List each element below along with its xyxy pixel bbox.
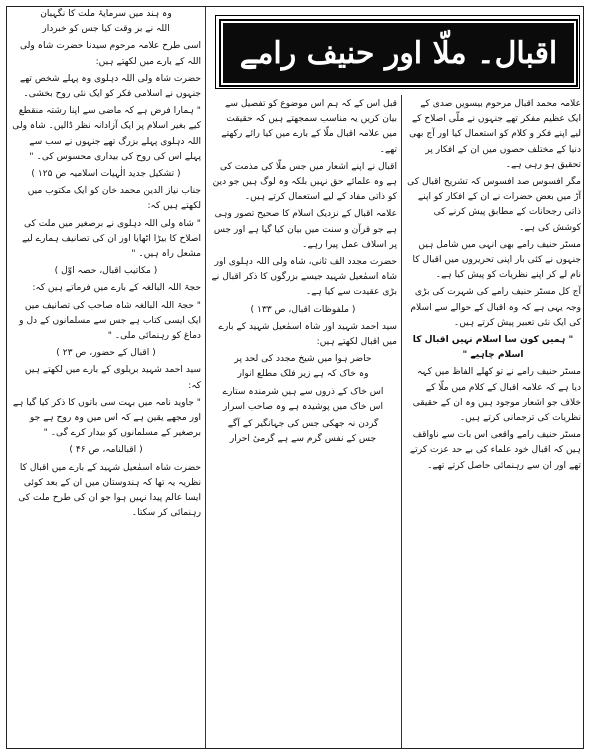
citation: ( اقبالنامہ، ص ۴۶ ) [69, 445, 143, 456]
paragraph: حضرت مجدد الف ثانی، شاہ ولی اللہ دہلوی اور شاہ اسمٰعیل شہید جیسے بزرگوں کا ذکر اقبال نے بڑی عقیدت سے کیا ہے۔ [211, 257, 397, 298]
quote: " ہمارا فرض ہے کہ ماضی سے اپنا رشتہ منقطع کیے بغیر اسلام پر ایک آزادانہ نظر ڈالیں۔ شاہ ولی اللہ دہلوی پہلے بزرگ تھے جنہوں نے سب سے پہلے اس کی روح کی بیداری محسوس کی۔ " [12, 106, 201, 162]
paragraph: اسی طرح علامہ مرحوم سیدنا حضرت شاہ ولی اللہ کے بارے میں لکھتے ہیں: [20, 41, 201, 67]
paragraph: جناب نیاز الدین محمد خان کو ایک مکتوب میں لکھتے ہیں کہ: [27, 186, 201, 212]
verse-line: گردن نہ جھکی جس کی جہانگیر کے آگے [227, 419, 379, 430]
citation: ( تشکیل جدید الٰہیات اسلامیہ ص ۱۲۵ ) [31, 169, 181, 180]
paragraph: حضرت شاہ ولی اللہ دہلوی وہ پہلے شخص تھے جنہوں نے اسلامی فکر کو ایک نئی روح بخشی۔ [19, 73, 201, 100]
citation: ( مکاتیب اقبال، حصہ اوّل ) [54, 266, 158, 277]
left-column [7, 7, 205, 748]
verse-line: اللہ نے بر وقت کیا جس کو خبردار [42, 24, 170, 35]
paragraph: سید احمد شہید اور شاہ اسمٰعیل شہید کے بارے میں اقبال لکھتے ہیں: [218, 321, 397, 348]
quote: " حجۃ اللہ البالغہ شاہ صاحب کی تصانیف میں ایک ایسی کتاب ہے جس سے مسلمانوں کے دل و دماغ کو رہنمائی ملی۔ " [19, 300, 201, 342]
paragraph: علامہ اقبال کے نزدیک اسلام کا صحیح تصور وہی ہے جو قرآن و سنت میں بیان کیا گیا ہے اور جس پر اسلاف عمل پیرا رہے۔ [213, 209, 397, 250]
column-divider [205, 7, 206, 748]
middle-column [205, 97, 401, 748]
verse-line: وہ ہند میں سرمایۂ ملت کا نگہبان [40, 9, 172, 19]
verse-line: حاضر ہوا میں شیخ مجدد کی لحد پر [234, 354, 372, 365]
verse-line: اس خاک کے ذروں سے ہیں شرمندہ ستارے [222, 386, 384, 397]
verse-line: جس کے نفس گرم سے ہے گرمیٔ احرار [229, 434, 377, 445]
paragraph: آج کل مسٹر حنیف رامے کی شہرت کی بڑی وجہ یہی ہے کہ وہ اقبال کے حوالے سے اسلام کی ایک نئی تعبیر پیش کرتے ہیں۔ [410, 287, 581, 328]
paragraph: مگر افسوس صد افسوس کہ تشریح اقبال کی آڑ میں بعض حضرات نے ان کے افکار کو اپنے ذاتی رجحانات کے مطابق پیش کرنے کی کوشش کی ہے۔ [407, 177, 581, 233]
newspaper-page [6, 6, 584, 749]
verse-line: اس خاک میں پوشیدہ ہے وہ صاحب اسرار [222, 401, 384, 412]
paragraph: مسٹر حنیف رامے واقعی اس بات سے ناواقف ہیں کہ اقبال خود علماء کی بے حد عزت کرتے تھے اور ان سے رہنمائی حاصل کرتے تھے۔ [409, 430, 581, 471]
paragraph: مسٹر حنیف رامے بھی انہی میں شامل ہیں جنہوں نے کئی بار اپنی تحریروں میں اقبال کا نام لے کر اپنے نظریات کو پیش کیا ہے۔ [412, 239, 581, 281]
verse-line: وہ خاک کہ ہے زیر فلک مطلع انوار [237, 369, 369, 380]
paragraph: حجۃ اللہ البالغہ کے بارے میں فرماتے ہیں کہ: [32, 283, 201, 294]
paragraph: اقبال نے اپنے اشعار میں جس ملّا کی مذمت کی ہے وہ علمائے حق نہیں بلکہ وہ لوگ ہیں جو دین کو ذاتی مفاد کے لیے استعمال کرتے ہیں۔ [212, 161, 397, 203]
paragraph: حضرت شاہ اسمٰعیل شہید کے بارے میں اقبال کا نظریہ یہ تھا کہ ہندوستان میں ان کے بعد کوئی ایسا عالم پیدا نہیں ہوا جو ان کی طرح ملت کی رہنمائی کر سکتا۔ [18, 462, 201, 519]
column-divider [401, 95, 402, 748]
paragraph: مسٹر حنیف رامے نے تو کھلے الفاظ میں کہہ دیا ہے کہ علامہ اقبال کے کلام میں ملّا کے خلاف جو اشعار موجود ہیں وہ ان کے حقیقی نظریات کی ترجمانی کرتے ہیں۔ [412, 367, 581, 424]
citation: ( ملفوظات اقبال، ص ۱۳۳ ) [250, 304, 356, 315]
paragraph: علامہ محمد اقبال مرحوم بیسویں صدی کے ایک عظیم مفکر تھے جنہوں نے ملّی اصلاح کے لیے اپنے فکر و کلام کو استعمال کیا اور آج بھی دنیا کے مختلف حصوں میں ان کے افکار پر تحقیق ہو رہی ہے۔ [409, 99, 581, 170]
paragraph: قبل اس کے کہ ہم اس موضوع کو تفصیل سے بیان کریں یہ مناسب سمجھتے ہیں کہ حقیقت میں علامہ اقبال ملّا کے بارے میں کیا رائے رکھتے تھے۔ [221, 99, 397, 155]
article-title: اقبال۔ ملّا اور حنیف رامے [219, 19, 578, 87]
right-column [401, 97, 585, 748]
quote: " ہمیں کون سا اسلام نہیں اقبال کا اسلام چاہیے " [412, 335, 574, 361]
citation: ( اقبال کے حضور، ص ۲۳ ) [56, 348, 156, 359]
paragraph: سید احمد شہید بریلوی کے بارے میں لکھتے ہیں کہ: [24, 365, 201, 391]
quote: " شاہ ولی اللہ دہلوی نے برصغیر میں ملت کی اصلاح کا بیڑا اٹھایا اور ان کی تصانیف ہمارے لیے مشعل راہ ہیں۔ " [21, 218, 201, 260]
quote: " جاوید نامہ میں بہت سی باتوں کا ذکر کیا گیا ہے اور مجھے یقین ہے کہ اس میں وہ روح ہے جو برصغیر کے مسلمانوں کو بیدار کرے گی۔ " [12, 397, 201, 439]
